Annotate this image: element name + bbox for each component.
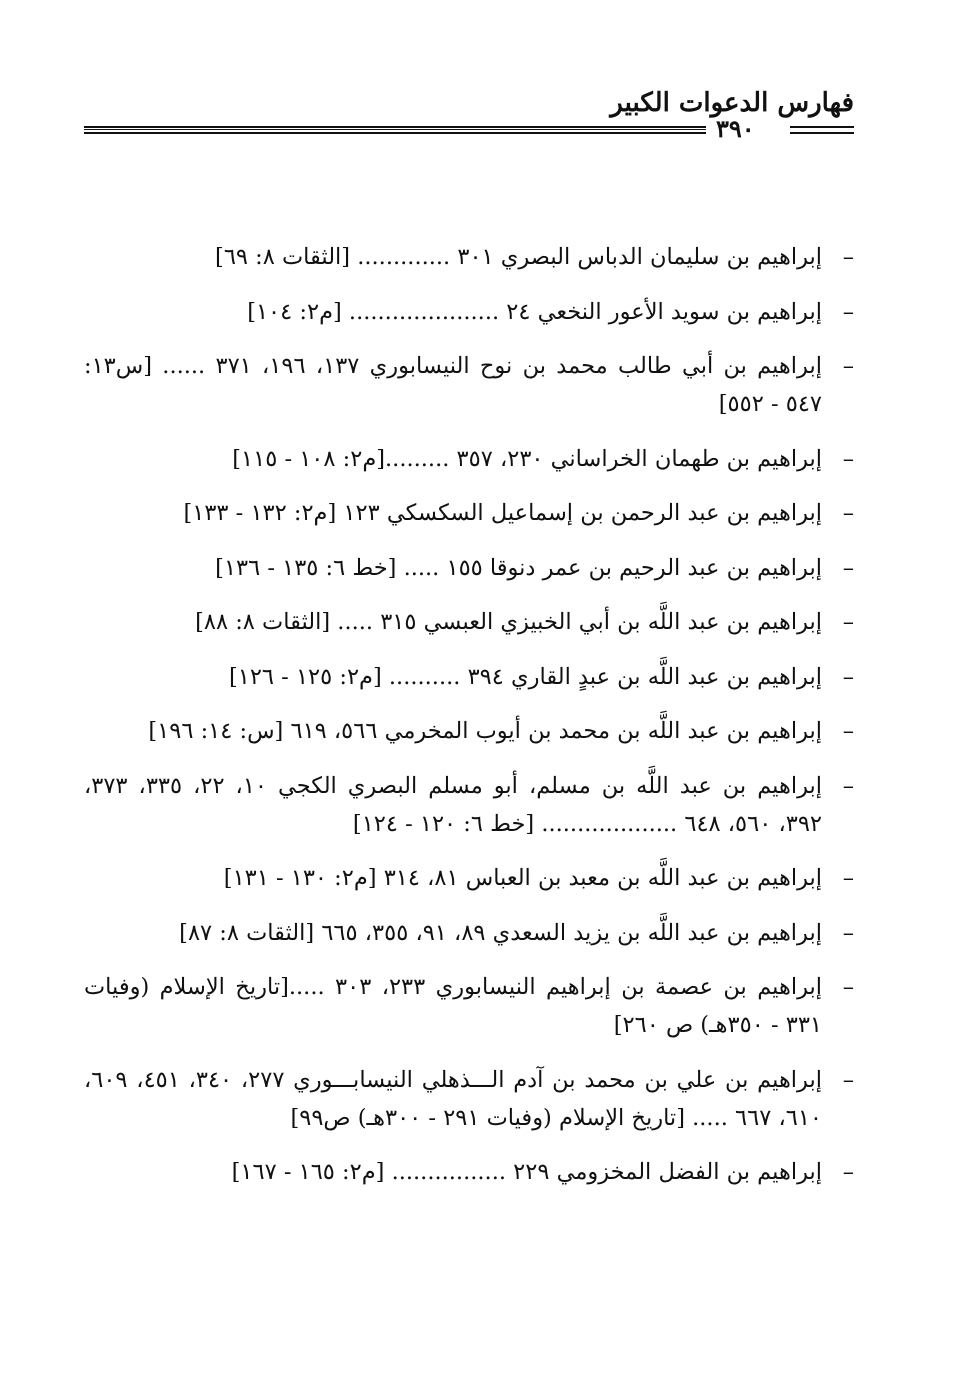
page-header bbox=[84, 80, 854, 143]
index-entry bbox=[84, 914, 854, 952]
entry-text: إبراهيم بن عبد اللَّه بن عبدٍ القاري ٣٩٤ .......... [م٢: ١٢٥ - ١٢٦] bbox=[228, 663, 822, 690]
index-entry bbox=[84, 658, 854, 696]
index-entry bbox=[84, 968, 854, 1044]
entry-dash: – bbox=[842, 974, 854, 1000]
entry-text: إبراهيم بن أبي طالب محمد بن نوح النيسابوري ١٣٧، ١٩٦، ٣٧١ ...... [س١٣: ٥٤٧ - ٥٥٢] bbox=[84, 353, 822, 417]
entry-dash: – bbox=[842, 554, 854, 581]
entry-dash: – bbox=[842, 919, 854, 946]
entry-text: إبراهيم بن عبد اللَّه بن محمد بن أيوب المخرمي ٥٦٦، ٦١٩ [س: ١٤: ١٩٦] bbox=[148, 718, 822, 744]
index-entry bbox=[84, 859, 854, 897]
entry-dash: – bbox=[842, 298, 854, 325]
entry-dash: – bbox=[842, 609, 854, 635]
entry-dash: – bbox=[842, 1159, 854, 1185]
index-entry bbox=[84, 712, 854, 750]
index-entry bbox=[84, 440, 854, 478]
entry-text: إبراهيم بن الفضل المخزومي ٢٢٩ ................ [م٢: ١٦٥ - ١٦٧] bbox=[231, 1159, 822, 1185]
entry-text: إبراهيم بن عبد اللَّه بن أبي الخبيزي العبسي ٣١٥ ..... [الثقات ٨: ٨٨] bbox=[195, 609, 822, 635]
entry-dash: – bbox=[842, 663, 854, 690]
entry-text: إبراهيم بن سليمان الدباس البصري ٣٠١ ............. [الثقات ٨: ٦٩] bbox=[215, 244, 822, 270]
header-rule-short bbox=[790, 126, 854, 134]
entry-text: إبراهيم بن عبد اللَّه بن مسلم، أبو مسلم البصري الكجي ١٠، ٢٢، ٣٣٥، ٣٧٣، ٣٩٢، ٥٦٠، ٦٤٨ ................... [خط ٦: ١٢٠ - ١٢٤] bbox=[84, 772, 823, 837]
index-entry bbox=[84, 1061, 854, 1137]
index-entry bbox=[84, 549, 854, 587]
entry-text: إبراهيم بن طهمان الخراساني ٢٣٠، ٣٥٧ .........[م٢: ١٠٨ - ١١٥] bbox=[232, 445, 822, 472]
entry-text: إبراهيم بن علي بن محمد بن آدم الـــذهلي النيسابـــوري ٢٧٧، ٣٤٠، ٤٥١، ٦٠٩، ٦١٠، ٦٦٧ ..... [تاريخ الإسلام (وفيات ٢٩١ - ٣٠٠هـ) ص٩٩] bbox=[84, 1066, 822, 1131]
index-entry bbox=[84, 293, 854, 331]
entry-dash: – bbox=[842, 865, 854, 891]
index-entry bbox=[84, 494, 854, 532]
index-list bbox=[84, 238, 854, 1208]
index-entry bbox=[84, 238, 854, 276]
entry-dash: – bbox=[842, 772, 854, 799]
running-title: فهارس الدعوات الكبير bbox=[610, 88, 854, 118]
index-entry bbox=[84, 347, 854, 423]
index-entry bbox=[84, 603, 854, 641]
header-rule bbox=[84, 126, 706, 134]
entry-dash: – bbox=[842, 353, 854, 379]
page-number: ٣٩٠ bbox=[716, 114, 755, 143]
entry-dash: – bbox=[842, 244, 854, 270]
entry-dash: – bbox=[842, 1066, 854, 1093]
index-entry bbox=[84, 767, 854, 843]
entry-text: إبراهيم بن عبد اللَّه بن يزيد السعدي ٨٩، ٩١، ٣٥٥، ٦٦٥ [الثقات ٨: ٨٧] bbox=[179, 919, 822, 946]
entry-text: إبراهيم بن عصمة بن إبراهيم النيسابوري ٢٣٣، ٣٠٣ .....[تاريخ الإسلام (وفيات ٣٣١ - ٣٥٠هـ) ص ٢٦٠] bbox=[84, 974, 822, 1038]
entry-dash: – bbox=[842, 445, 854, 472]
entry-text: إبراهيم بن سويد الأعور النخعي ٢٤ ..................... [م٢: ١٠٤] bbox=[247, 298, 822, 325]
entry-text: إبراهيم بن عبد الرحمن بن إسماعيل السكسكي ١٢٣ [م٢: ١٣٢ - ١٣٣] bbox=[183, 500, 822, 526]
entry-text: إبراهيم بن عبد الرحيم بن عمر دنوقا ١٥٥ ..... [خط ٦: ١٣٥ - ١٣٦] bbox=[215, 554, 822, 581]
entry-dash: – bbox=[842, 500, 854, 526]
entry-dash: – bbox=[842, 718, 854, 744]
entry-text: إبراهيم بن عبد اللَّه بن معبد بن العباس ٨١، ٣١٤ [م٢: ١٣٠ - ١٣١] bbox=[223, 865, 822, 891]
index-entry bbox=[84, 1153, 854, 1191]
